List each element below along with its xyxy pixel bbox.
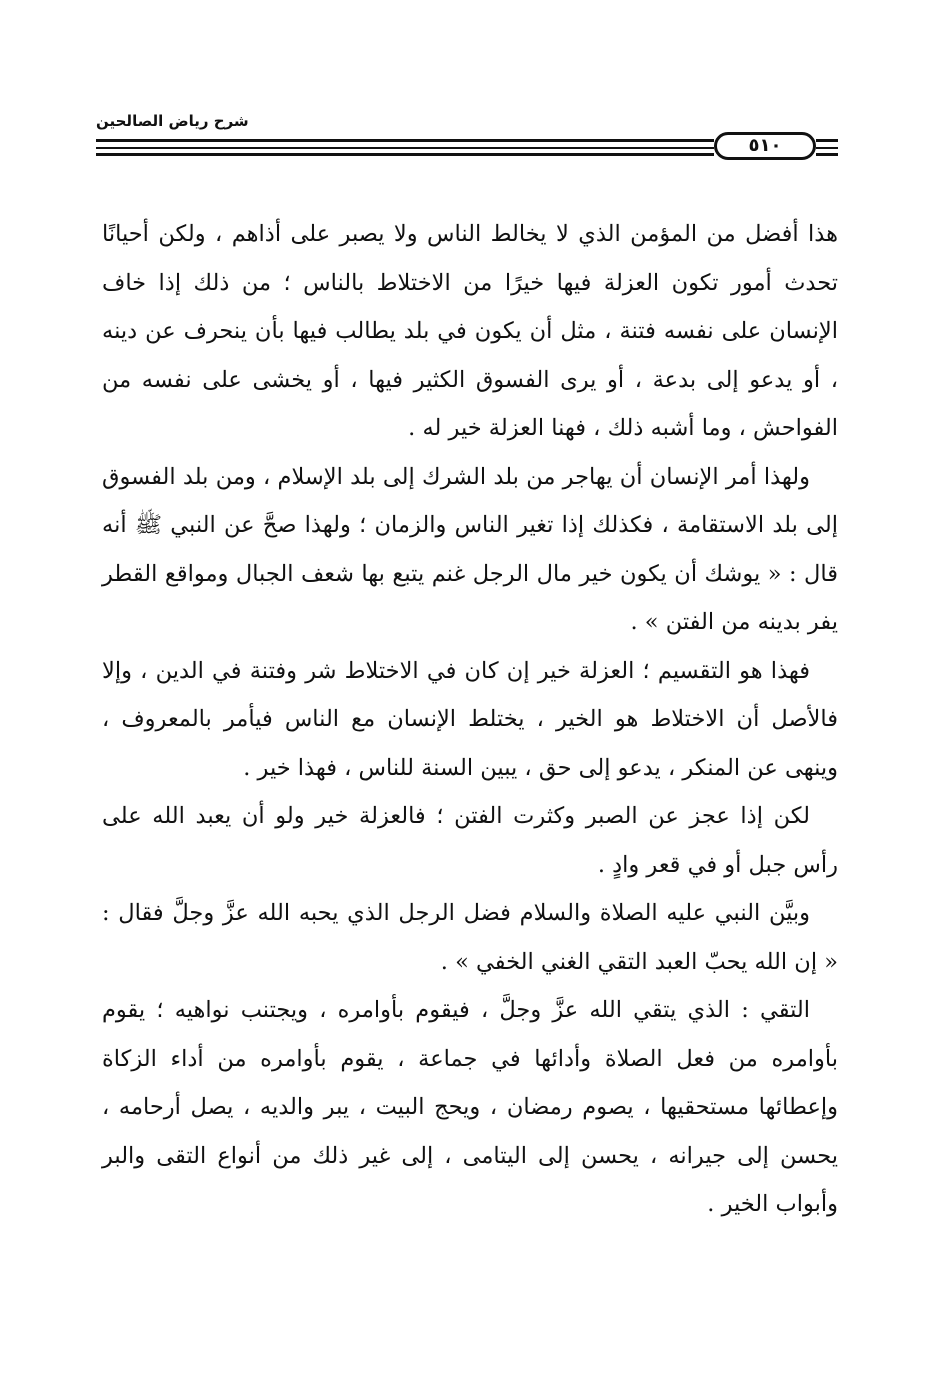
page-header — [96, 112, 838, 164]
page-body — [102, 210, 838, 1229]
paragraph: هذا أفضل من المؤمن الذي لا يخالط الناس ولا يصبر على أذاهم ، ولكن أحيانًا تحدث أمور تكون العزلة فيها خيرًا من الاختلاط بالناس ؛ من ذلك إذا خاف الإنسان على نفسه فتنة ، مثل أن يكون في بلد يطالب فيها بأن ينحرف عن دينه ، أو يدعو إلى بدعة ، أو يرى الفسوق الكثير فيها ، أو يخشى على نفسه من الفواحش ، وما أشبه ذلك ، فهنا العزلة خير له . — [102, 221, 838, 441]
book-title: شرح رياض الصالحين — [96, 112, 249, 130]
paragraph: وبيَّن النبي عليه الصلاة والسلام فضل الرجل الذي يحبه الله عزَّ وجلَّ فقال : « إن الله يحبّ العبد التقي الغني الخفي » . — [102, 900, 838, 975]
header-rule — [816, 147, 838, 149]
header-rule — [96, 139, 714, 142]
paragraph: التقي : الذي يتقي الله عزَّ وجلَّ ، فيقوم بأوامره ، ويجتنب نواهيه ؛ يقوم بأوامره من فعل الصلاة وأدائها في جماعة ، يقوم بأوامره من أداء الزكاة وإعطائها مستحقيها ، يصوم رمضان ، ويحج البيت ، يبر والديه ، يصل أرحامه ، يحسن إلى جيرانه ، يحسن إلى اليتامى ، إلى غير ذلك من أنواع التقى والبر وأبواب الخير . — [102, 997, 838, 1217]
paragraph: لكن إذا عجز عن الصبر وكثرت الفتن ؛ فالعزلة خير ولو أن يعبد الله على رأس جبل أو في قعر وادٍ . — [102, 803, 838, 878]
paragraph: فهذا هو التقسيم ؛ العزلة خير إن كان في الاختلاط شر وفتنة في الدين ، وإلا فالأصل أن الاختلاط هو الخير ، يختلط الإنسان مع الناس فيأمر بالمعروف ، وينهى عن المنكر ، يدعو إلى حق ، يبين السنة للناس ، فهذا خير . — [102, 657, 838, 781]
page-number: ٥١٠ — [714, 132, 816, 160]
header-rule — [96, 147, 714, 149]
paragraph: ولهذا أمر الإنسان أن يهاجر من بلد الشرك إلى بلد الإسلام ، ومن بلد الفسوق إلى بلد الاستقامة ، فكذلك إذا تغير الناس والزمان ؛ ولهذا صحَّ عن النبي ﷺ أنه قال : « يوشك أن يكون خير مال الرجل غنم يتبع بها شعف الجبال ومواقع القطر يفر بدينه من الفتن » . — [102, 463, 838, 635]
header-rule — [96, 153, 714, 156]
header-rule — [816, 153, 838, 156]
header-rule — [816, 139, 838, 142]
